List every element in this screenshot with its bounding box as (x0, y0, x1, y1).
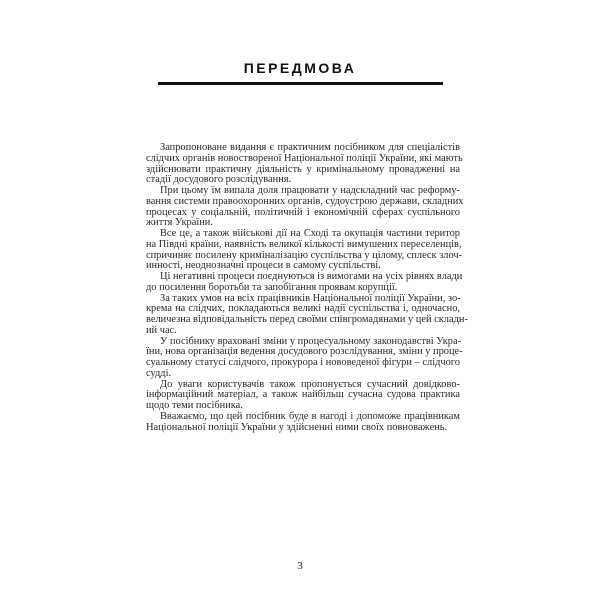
heading-underline (158, 82, 443, 85)
text-line: спричиняє посилену криміналізацію суспільства у цілому, сплеск злоч- (146, 249, 463, 261)
text-line: инності, неоднозначні процеси в самому суспільстві. (146, 260, 381, 272)
text-line: При цьому їм випала доля працювати у надскладний час реформу- (160, 185, 460, 196)
text-line: За таких умов на всіх працівників Національної поліції України, зо- (160, 292, 461, 304)
text-line: До уваги користувачів також пропонується сучасний довідково- (160, 378, 460, 390)
text-line: Ці негативні процеси поєднуються із вимогами на усіх рівнях влади (160, 271, 463, 282)
text-line: слідчих органів новоствореної Національної поліції України, які мають (146, 152, 463, 164)
paragraph (146, 228, 463, 272)
text-line: Все це, а також військові дії на Сході та окупація частини територ (160, 228, 460, 239)
text-line: життя України. (146, 217, 213, 229)
text-line: процесах у соціальній, політичній і економічній сферах суспільного (146, 206, 460, 218)
text-line: інформаційний матеріал, а також найбільш сучасна судова практика (146, 389, 460, 401)
text-line: крема на слідчих, покладаються великі надії суспільства і, одночасно, (146, 303, 460, 315)
paragraph (146, 335, 463, 380)
page-number: 3 (297, 560, 303, 572)
text-line: здійснювати практичну діяльність у кримінальному провадженні на (146, 163, 460, 175)
text-line: до посилення боротьби та запобігання проявам корупції. (146, 281, 398, 293)
text-line: щодо теми посібника. (146, 400, 243, 411)
text-line: Вважаємо, що цей посібник буде в нагоді і допоможе працівникам (160, 410, 460, 422)
text-line: судді. (146, 367, 172, 379)
paragraph (146, 142, 463, 186)
text-line: суальному статусі слідчого, прокурора і нововеденої фігури – слідчого (146, 357, 460, 368)
text-line: У посібнику враховані зміни у процесуальному законодавстві Укра- (160, 335, 462, 347)
text-line: ий час. (146, 324, 177, 336)
text-line: стадії досудового розслідування. (146, 174, 292, 186)
text-line: Національної поліції України у здійсненні ними своїх повноважень. (146, 421, 448, 433)
text-line: Запропоноване видання є практичним посібником для спеціалістів (160, 142, 460, 153)
text-line: вання системи правоохоронних органів, судоустрою держави, складних (146, 195, 464, 207)
preface-body (146, 142, 468, 433)
page-heading: ПЕРЕДМОВА (243, 60, 357, 76)
text-line: величезна відповідальність перед своїми співгромадянами у цей складн- (146, 314, 468, 325)
paragraph (146, 412, 460, 434)
text-line: на Півдні країни, наявність великої кількості вимушених переселенців, (146, 238, 462, 250)
text-line: їни, нова організація ведення досудового розслідування, зміни у проце- (146, 346, 463, 358)
paragraph (146, 185, 464, 229)
paragraph (146, 380, 460, 412)
paragraph (146, 271, 463, 294)
paragraph (146, 292, 468, 337)
